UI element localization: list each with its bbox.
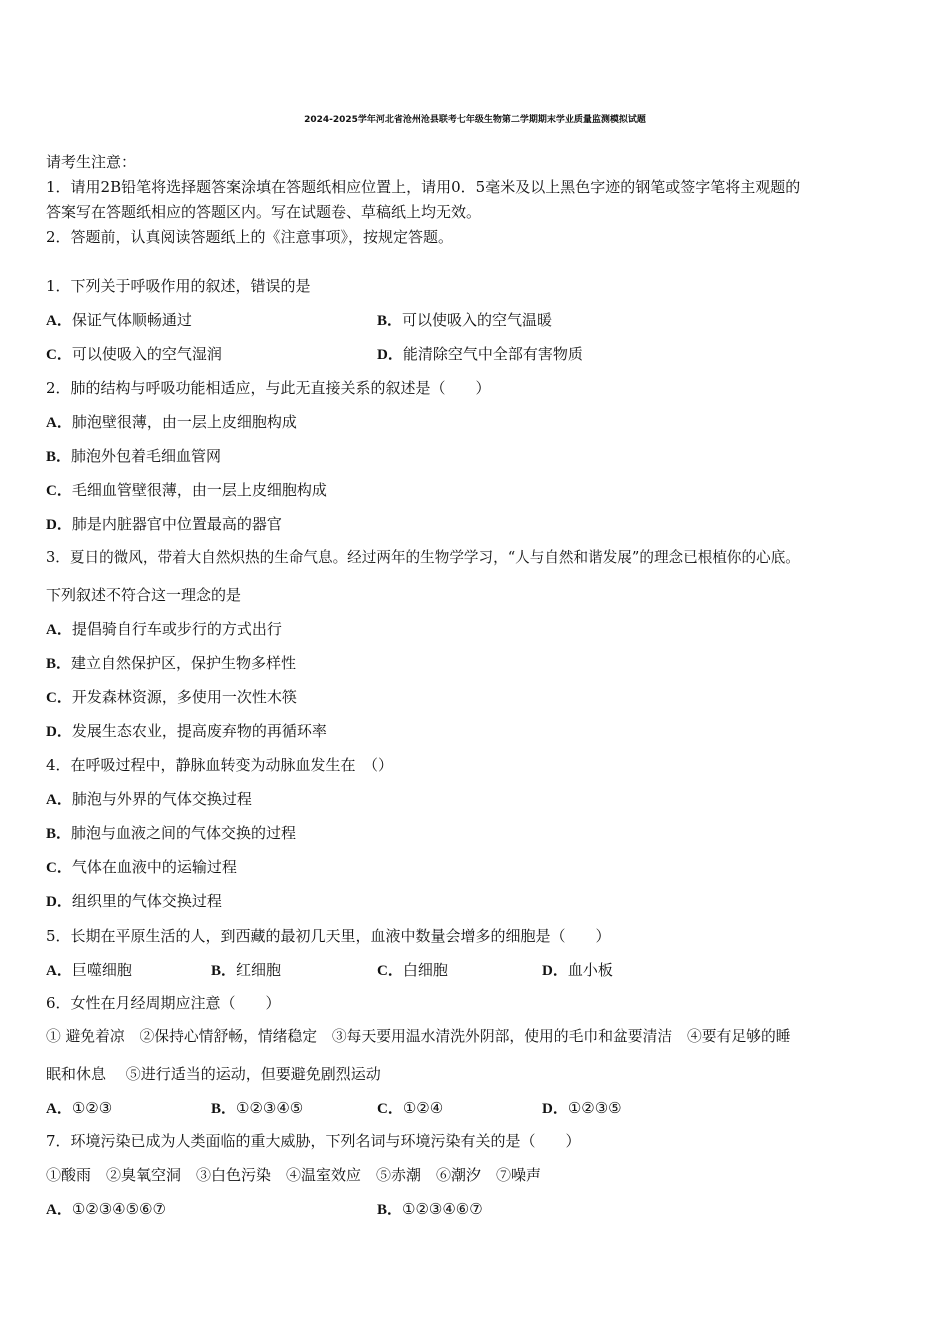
option-text: ①②③: [71, 1099, 113, 1117]
question-4-option-b: [46, 823, 296, 844]
question-1-option-c: [46, 344, 222, 365]
option-label: B．: [211, 1101, 237, 1117]
question-6-option-d: [542, 1098, 622, 1119]
option-label: C．: [46, 483, 72, 499]
option-text: ①②③④⑥⑦: [402, 1200, 483, 1218]
question-2-option-a: [46, 412, 297, 433]
question-2-option-c: [46, 480, 327, 501]
question-5-option-c: [377, 960, 448, 981]
option-label: C．: [377, 1101, 403, 1117]
option-text: 肺泡壁很薄，由一层上皮细胞构成: [71, 413, 297, 431]
option-text: ①②③⑤: [567, 1099, 622, 1117]
option-label: A．: [46, 313, 72, 329]
option-text: 肺是内脏器官中位置最高的器官: [71, 515, 282, 533]
question-4-stem: 4．在呼吸过程中，静脉血转变为动脉血发生在 （）: [46, 756, 394, 774]
option-label: C．: [46, 347, 72, 363]
option-text: 肺泡外包着毛细血管网: [71, 447, 222, 465]
option-label: D．: [46, 894, 72, 910]
question-5-option-a: [46, 960, 132, 981]
notice-line-1b: 答案写在答题纸相应的答题区内。写在试题卷、草稿纸上均无效。: [46, 203, 482, 221]
option-label: A．: [46, 415, 72, 431]
option-text: ①②③④⑤⑥⑦: [71, 1200, 166, 1218]
option-label: B．: [211, 963, 237, 979]
option-label: C．: [377, 963, 403, 979]
option-label: D．: [377, 347, 403, 363]
question-5-option-d: [542, 960, 613, 981]
option-label: A．: [46, 792, 72, 808]
question-5-stem: 5．长期在平原生活的人，到西藏的最初几天里，血液中数量会增多的细胞是（ ）: [46, 927, 611, 945]
question-1-option-d: [377, 344, 583, 365]
question-3-option-b: [46, 653, 296, 674]
question-7-items: ①酸雨 ②臭氧空洞 ③白色污染 ④温室效应 ⑤赤潮 ⑥潮汐 ⑦噪声: [46, 1166, 542, 1184]
option-label: C．: [46, 690, 72, 706]
question-3-stem-b: 下列叙述不符合这一理念的是: [46, 586, 242, 604]
question-2-option-d: [46, 514, 282, 535]
option-text: 发展生态农业，提高废弃物的再循环率: [71, 722, 327, 740]
question-6-option-a: [46, 1098, 112, 1119]
option-text: ①②④: [402, 1099, 444, 1117]
option-text: 巨噬细胞: [71, 961, 132, 979]
question-6-items-b: 眠和休息 ⑤进行适当的运动，但要避免剧烈运动: [46, 1065, 381, 1083]
option-text: 毛细血管壁很薄，由一层上皮细胞构成: [71, 481, 327, 499]
question-6-stem: 6．女性在月经周期应注意（ ）: [46, 994, 281, 1012]
option-text: ①②③④⑤: [236, 1099, 304, 1117]
option-label: B．: [377, 1202, 403, 1218]
option-text: 白细胞: [402, 961, 448, 979]
option-text: 可以使吸入的空气温暖: [402, 311, 553, 329]
question-1-option-b: [377, 310, 552, 331]
question-7-option-a: [46, 1199, 166, 1220]
option-label: A．: [46, 1101, 72, 1117]
question-2-option-b: [46, 446, 221, 467]
notice-line-2: 2．答题前，认真阅读答题纸上的《注意事项》，按规定答题。: [46, 228, 454, 246]
question-6-option-b: [211, 1098, 303, 1119]
question-7-option-b: [377, 1199, 483, 1220]
option-label: D．: [46, 517, 72, 533]
page-title: 2024-2025学年河北省沧州沧县联考七年级生物第二学期期末学业质量监测模拟试题: [304, 115, 646, 125]
option-text: 肺泡与外界的气体交换过程: [71, 790, 252, 808]
option-text: 红细胞: [236, 961, 282, 979]
question-4-option-d: [46, 891, 222, 912]
question-4-option-a: [46, 789, 252, 810]
option-text: 提倡骑自行车或步行的方式出行: [71, 620, 282, 638]
question-3-option-c: [46, 687, 297, 708]
notice-line-1a: 1．请用2B铅笔将选择题答案涂填在答题纸相应位置上，请用0．5毫米及以上黑色字迹的钢笔或签字笔将主观题的: [46, 178, 801, 196]
option-label: B．: [46, 449, 72, 465]
option-label: B．: [377, 313, 403, 329]
question-6-option-c: [377, 1098, 443, 1119]
question-1-stem: 1．下列关于呼吸作用的叙述，错误的是: [46, 277, 311, 295]
question-3-stem-a: 3．夏日的微风，带着大自然炽热的生命气息。经过两年的生物学学习，“人与自然和谐发展”的理念已根植你的心底。: [46, 549, 800, 566]
option-label: D．: [542, 963, 568, 979]
notice-heading: 请考生注意：: [46, 153, 137, 171]
option-text: 肺泡与血液之间的气体交换的过程: [71, 824, 297, 842]
option-text: 能清除空气中全部有害物质: [402, 345, 583, 363]
option-label: D．: [542, 1101, 568, 1117]
question-4-option-c: [46, 857, 237, 878]
option-label: A．: [46, 622, 72, 638]
option-text: 组织里的气体交换过程: [71, 892, 222, 910]
question-3-option-a: [46, 619, 282, 640]
question-2-stem: 2．肺的结构与呼吸功能相适应，与此无直接关系的叙述是（ ）: [46, 379, 491, 397]
option-text: 建立自然保护区，保护生物多样性: [71, 654, 297, 672]
option-label: D．: [46, 724, 72, 740]
question-3-option-d: [46, 721, 327, 742]
option-text: 保证气体顺畅通过: [71, 311, 192, 329]
option-label: B．: [46, 826, 72, 842]
option-label: A．: [46, 1202, 72, 1218]
option-label: B．: [46, 656, 72, 672]
option-text: 可以使吸入的空气湿润: [71, 345, 222, 363]
question-1-option-a: [46, 310, 192, 331]
question-7-stem: 7．环境污染已成为人类面临的重大威胁，下列名词与环境污染有关的是（ ）: [46, 1132, 581, 1150]
question-6-items-a: ① 避免着凉 ②保持心情舒畅，情绪稳定 ③每天要用温水清洗外阴部，使用的毛巾和盆要清洁 ④要有足够的睡: [46, 1028, 791, 1045]
option-label: C．: [46, 860, 72, 876]
option-label: A．: [46, 963, 72, 979]
option-text: 血小板: [567, 961, 613, 979]
option-text: 气体在血液中的运输过程: [71, 858, 237, 876]
option-text: 开发森林资源，多使用一次性木筷: [71, 688, 297, 706]
question-5-option-b: [211, 960, 281, 981]
